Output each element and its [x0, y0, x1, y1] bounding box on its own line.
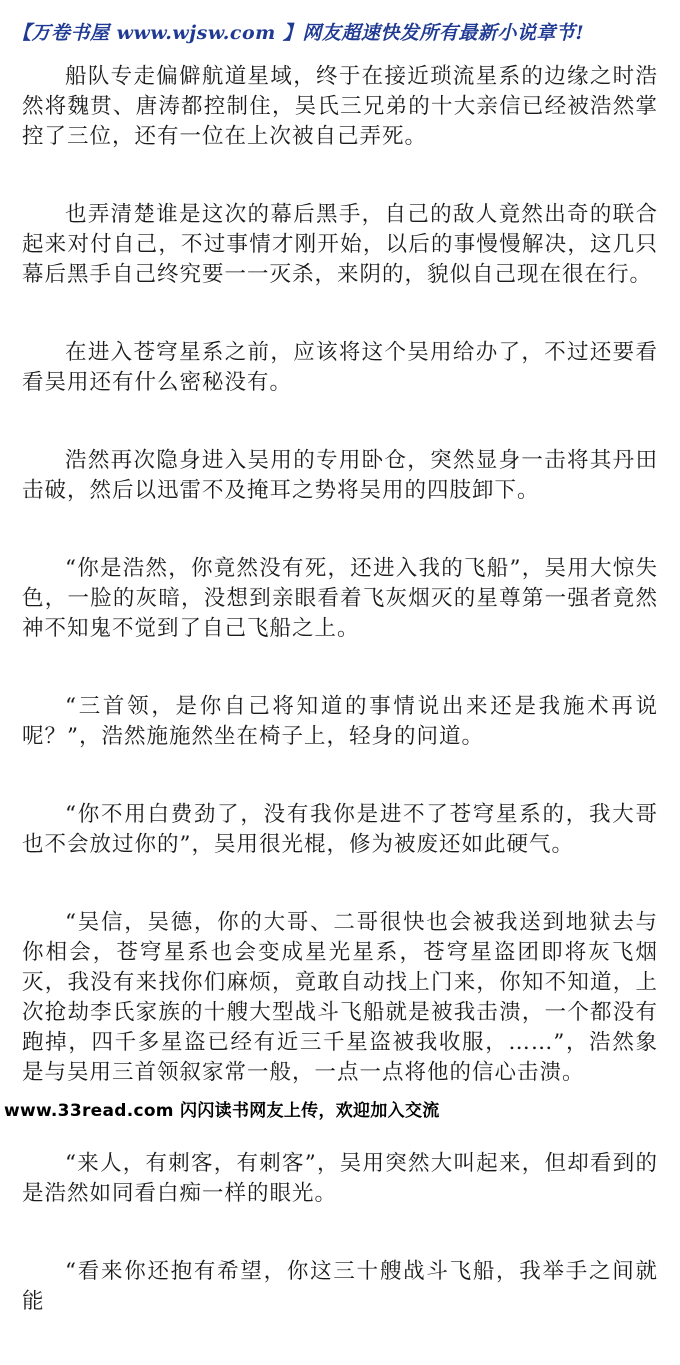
paragraph-10: “看来你还抱有希望，你这三十艘战斗飞船，我举手之间就能: [22, 1259, 658, 1314]
paragraph-4: 浩然再次隐身进入吴用的专用卧仓，突然显身一击将其丹田击破，然后以迅雷不及掩耳之势将吴用的四肢卸下。: [22, 448, 658, 503]
paragraph-9: “来人，有刺客，有刺客”，吴用突然大叫起来，但却看到的是浩然如同看白痴一样的眼光。: [22, 1151, 658, 1206]
paragraph-7: “你不用白费劲了，没有我你是进不了苍穹星系的，我大哥也不会放过你的”，吴用很光棍，修为被废还如此硬气。: [22, 802, 658, 857]
site-header-banner: 【万卷书屋 www.wjsw.com 】网友超速快发所有最新小说章节!: [12, 22, 585, 44]
paragraph-3: 在进入苍穹星系之前，应该将这个吴用给办了，不过还要看看吴用还有什么密秘没有。: [22, 340, 658, 395]
paragraph-1: 船队专走偏僻航道星域，终于在接近琐流星系的边缘之时浩然将魏贯、唐涛都控制住，吴氏三兄弟的十大亲信已经被浩然掌控了三位，还有一位在上次被自己弄死。: [22, 64, 658, 149]
paragraph-5: “你是浩然，你竟然没有死，还进入我的飞船”，吴用大惊失色，一脸的灰暗，没想到亲眼看着飞灰烟灭的星尊第一强者竟然神不知鬼不觉到了自己飞船之上。: [22, 556, 658, 641]
watermark-banner: www.33read.com 闪闪读书网友上传，欢迎加入交流: [4, 1101, 440, 1121]
paragraph-6: “三首领，是你自己将知道的事情说出来还是我施术再说呢？”，浩然施施然坐在椅子上，轻身的问道。: [22, 694, 658, 749]
paragraph-2: 也弄清楚谁是这次的幕后黑手，自己的敌人竟然出奇的联合起来对付自己，不过事情才刚开始，以后的事慢慢解决，这几只幕后黑手自己终究要一一灭杀，来阴的，貌似自己现在很在行。: [22, 202, 658, 287]
chapter-body: [4, 62, 658, 1365]
paragraph-8: “吴信，吴德，你的大哥、二哥很快也会被我送到地狱去与你相会，苍穹星系也会变成星光星系，苍穹星盗团即将灰飞烟灭，我没有来找你们麻烦，竟敢自动找上门来，你知不知道，上次抢劫李氏家族的十艘大型战斗飞船就是被我击溃，一个都没有跑掉，四千多星盗已经有近三千星盗被我收服，……”，浩然象是与吴用三首领叙家常一般，一点一点将他的信心击溃。: [22, 910, 658, 1085]
